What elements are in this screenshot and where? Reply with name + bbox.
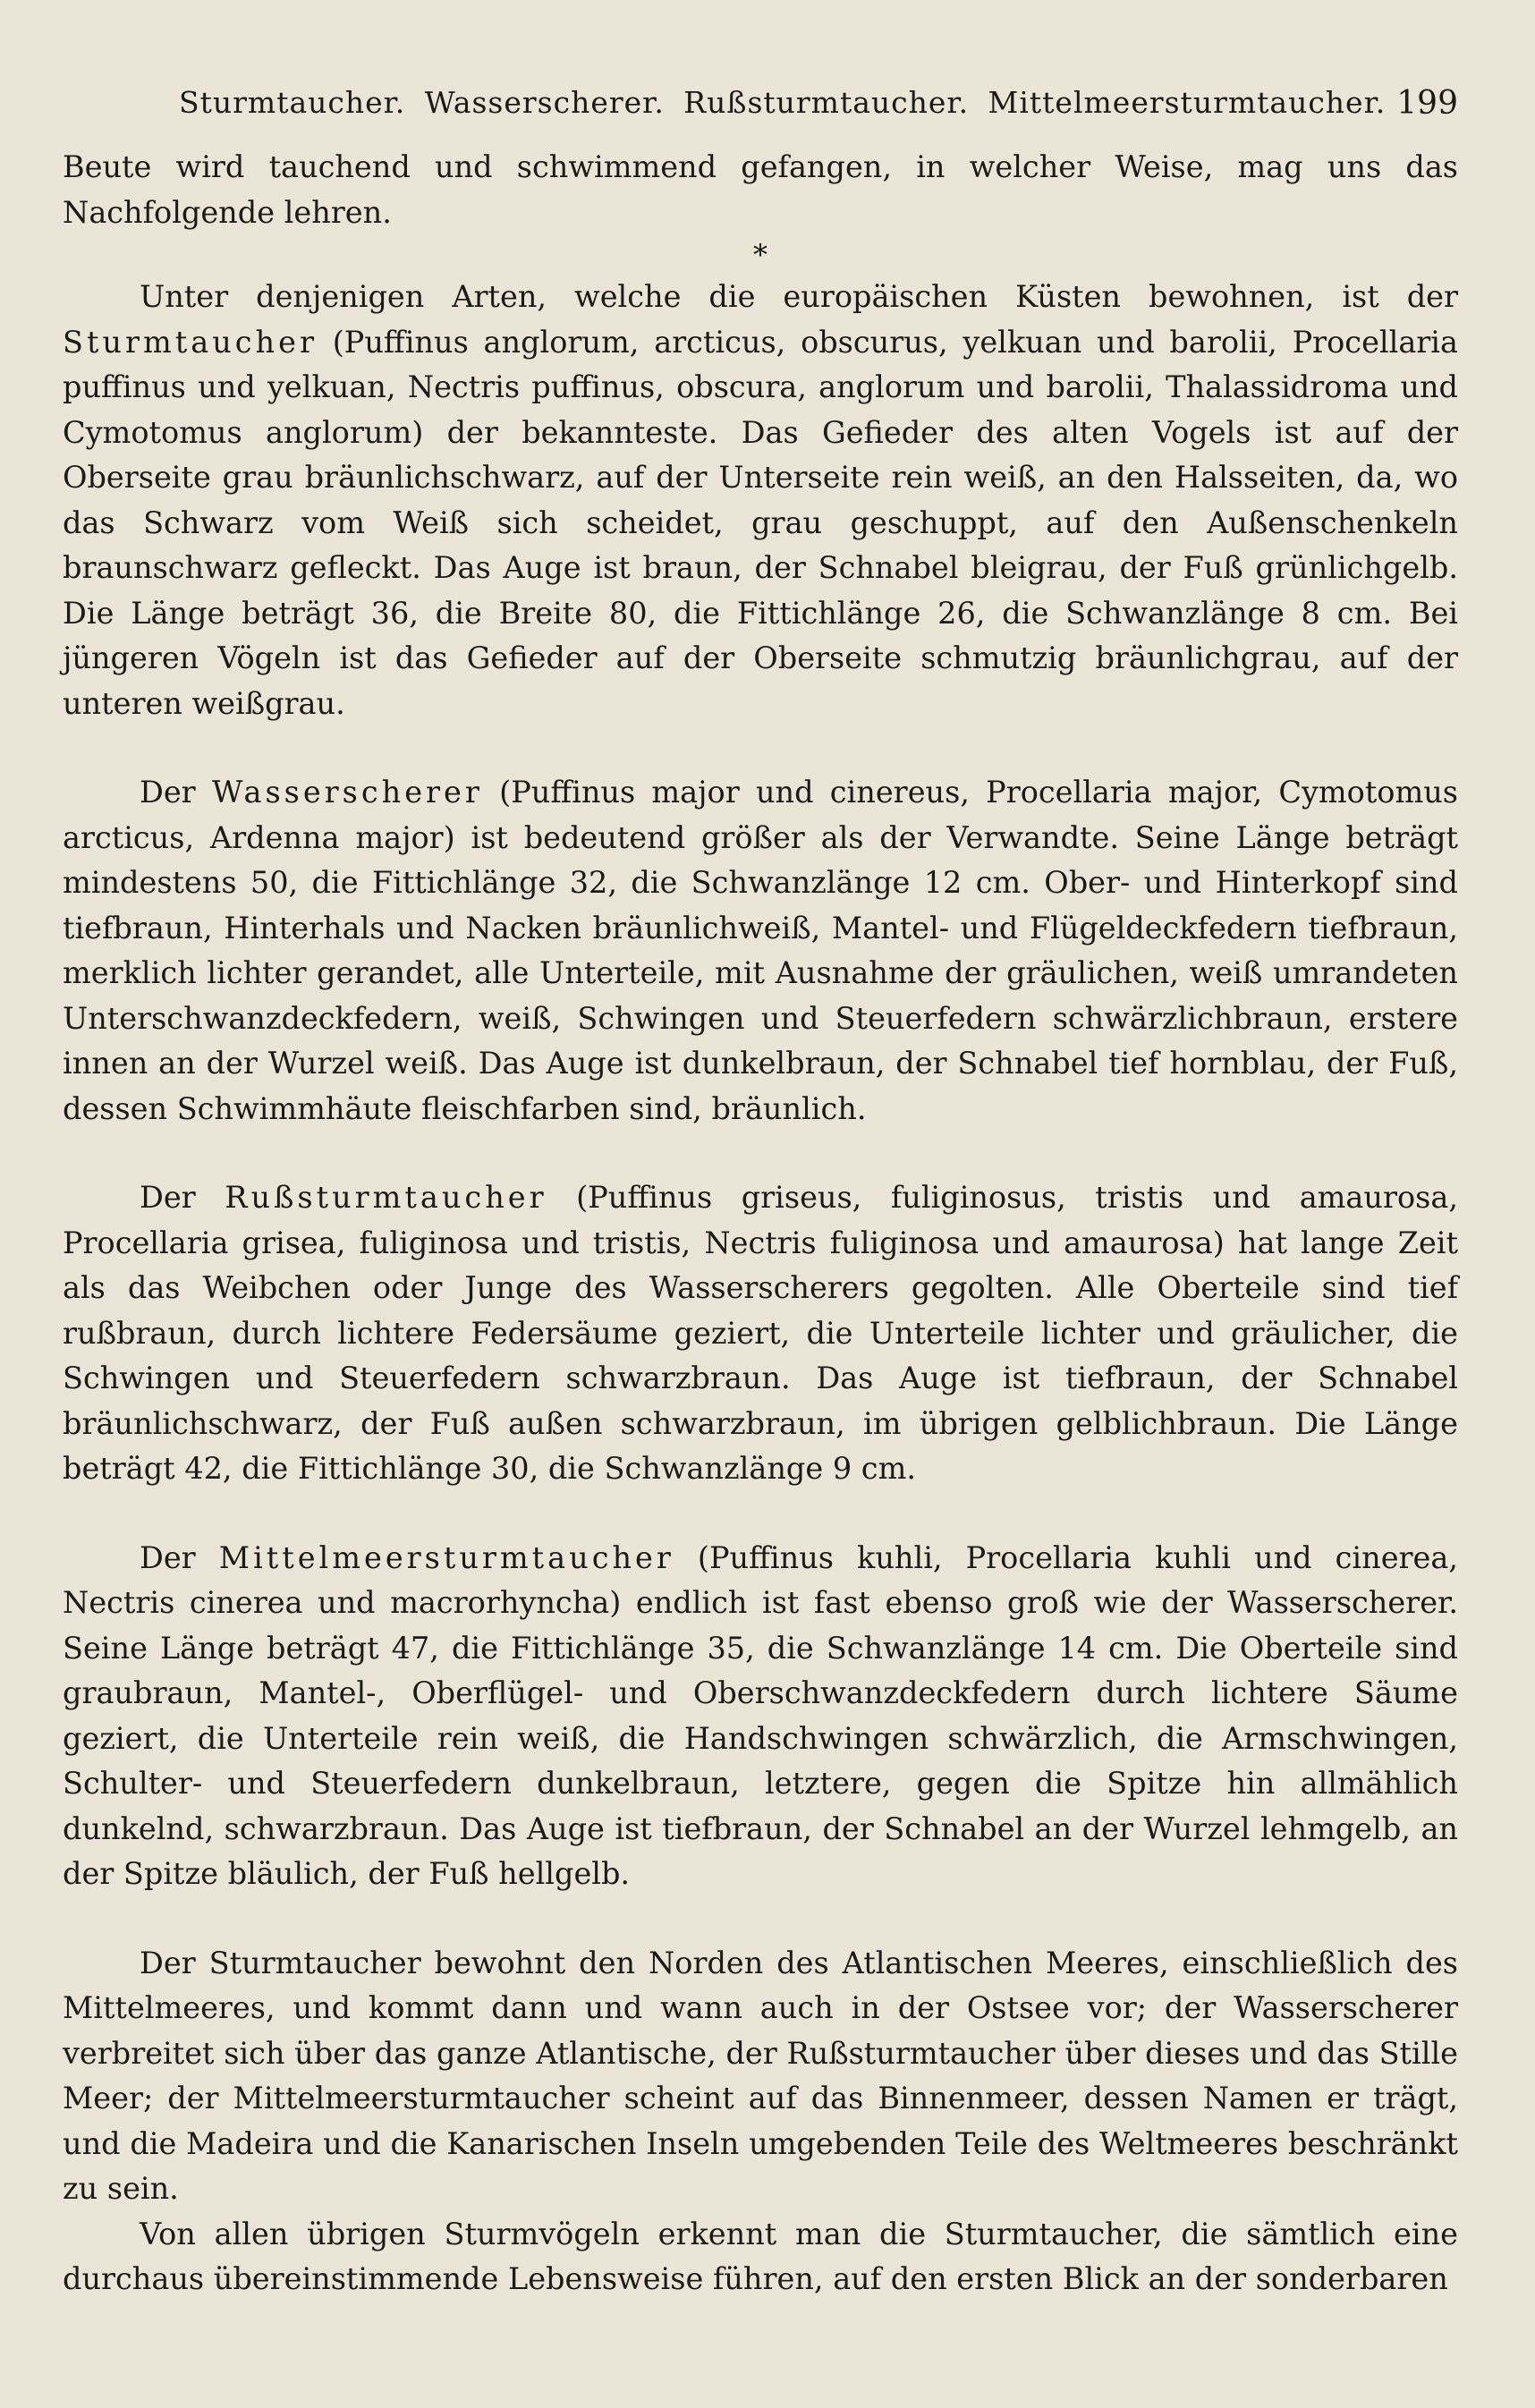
paragraph-mittelmeersturmtaucher xyxy=(63,1536,1458,1897)
paragraph-identification: Von allen übrigen Sturmvögeln erkennt man die Sturmtaucher, die sämtlich eine durchaus übereinstimmende Lebensweise führen, auf den ersten Blick an der sonderbaren xyxy=(63,2216,1458,2296)
paragraph-wasserscherer xyxy=(63,770,1458,1132)
page-header xyxy=(179,85,1458,139)
paragraph-text: (Puffinus major und cinereus, Procellaria major, Cymotomus arcticus, Ardenna major) ist bedeutend größer als der Verwandte. Seine Länge beträgt mindestens 50, die Fittichlänge 32, die Schwanzlänge 12 cm. Ober- und Hinterkopf sind tiefbraun, Hinterhals und Nacken bräunlichweiß, Mantel- und Flügeldeckfedern tiefbraun, merklich lichter gerandet, alle Unterteile, mit Ausnahme der gräulichen, weiß umrandeten Unterschwanzdeckfedern, weiß, Schwingen und Steuerfedern schwärzlichbraun, erstere innen an der Wurzel weiß. Das Auge ist dunkelbraun, der Schnabel tief hornblau, der Fuß, dessen Schwimmhäute fleischfarben sind, bräunlich. xyxy=(63,775,1458,1126)
paragraph-lead: Der xyxy=(140,1539,219,1575)
running-head: Sturmtaucher. Wasserscherer. Rußsturmtaucher. Mittelmeersturmtaucher. xyxy=(179,85,1387,120)
paragraph-russsturmtaucher xyxy=(63,1175,1458,1492)
paragraph-sturmtaucher xyxy=(63,275,1458,726)
paragraph-lead: Der xyxy=(140,1180,225,1215)
paragraph-lead: Unter denjenigen Arten, welche die europäischen Küsten bewohnen, ist der xyxy=(140,279,1458,314)
section-separator: * xyxy=(753,238,768,272)
species-term: Rußsturmtaucher xyxy=(225,1180,547,1215)
paragraph-text: (Puffinus kuhli, Procellaria kuhli und cinerea, Nectris cinerea und macrorhyncha) endlich ist fast ebenso groß wie der Wasserscherer. Seine Länge beträgt 47, die Fittichlänge 35, die Schwanzlänge 14 cm. Die Oberteile sind graubraun, Mantel-, Oberflügel- und Oberschwanzdeckfedern durch lichtere Säume geziert, die Unterteile rein weiß, die Handschwingen schwärzlich, die Armschwingen, Schulter- und Steuerfedern dunkelbraun, letztere, gegen die Spitze hin allmählich dunkelnd, schwarzbraun. Das Auge ist tiefbraun, der Schnabel an der Wurzel lehmgelb, an der Spitze bläulich, der Fuß hellgelb. xyxy=(63,1539,1458,1891)
species-term: Wasserscherer xyxy=(211,775,483,810)
paragraph-text: (Puffinus griseus, fuliginosus, tristis und amaurosa, Procellaria grisea, fuliginosa und tristis, Nectris fuliginosa und amaurosa) hat lange Zeit als das Weibchen oder Junge des Wasserscherers gegolten. Alle Oberteile sind tief rußbraun, durch lichtere Federsäume geziert, die Unterteile lichter und gräulicher, die Schwingen und Steuerfedern schwarzbraun. Das Auge ist tiefbraun, der Schnabel bräunlichschwarz, der Fuß außen schwarzbraun, im übrigen gelblichbraun. Die Länge beträgt 42, die Fittichlänge 30, die Schwanzlänge 9 cm. xyxy=(63,1180,1458,1486)
paragraph-text: (Puffinus anglorum, arcticus, obscurus, yelkuan und barolii, Procellaria puffinus und yelkuan, Nectris puffinus, obscura, anglorum und barolii, Thalassidroma und Cymotomus anglorum) der bekannteste. Das Gefieder des alten Vogels ist auf der Oberseite grau bräunlichschwarz, auf der Unterseite rein weiß, an den Halsseiten, da, wo das Schwarz vom Weiß sich scheidet, grau geschuppt, auf den Außenschenkeln braunschwarz gefleckt. Das Auge ist braun, der Schnabel bleigrau, der Fuß grünlichgelb. Die Länge beträgt 36, die Breite 80, die Fittichlänge 26, die Schwanzlänge 8 cm. Bei jüngeren Vögeln ist das Gefieder auf der Oberseite schmutzig bräunlichgrau, auf der unteren weißgrau. xyxy=(63,324,1458,721)
paragraph-continuation: Beute wird tauchend und schwimmend gefangen, in welcher Weise, mag uns das Nachfolgende lehren. xyxy=(63,149,1458,230)
paragraph-distribution: Der Sturmtaucher bewohnt den Norden des Atlantischen Meeres, einschließlich des Mittelmeeres, und kommt dann und wann auch in der Ostsee vor; der Wasserscherer verbreitet sich über das ganze Atlantische, der Rußsturmtaucher über dieses und das Stille Meer; der Mittelmeersturmtaucher scheint auf das Binnenmeer, dessen Namen er trägt, und die Madeira und die Kanarischen Inseln umgebenden Teile des Weltmeeres beschränkt zu sein. xyxy=(63,1945,1458,2206)
species-term: Mittelmeersturmtaucher xyxy=(218,1539,674,1575)
paragraph-lead: Der xyxy=(140,775,212,810)
page-number: 199 xyxy=(1396,85,1458,122)
species-term: Sturmtaucher xyxy=(63,324,318,360)
page-body xyxy=(63,145,1458,2302)
